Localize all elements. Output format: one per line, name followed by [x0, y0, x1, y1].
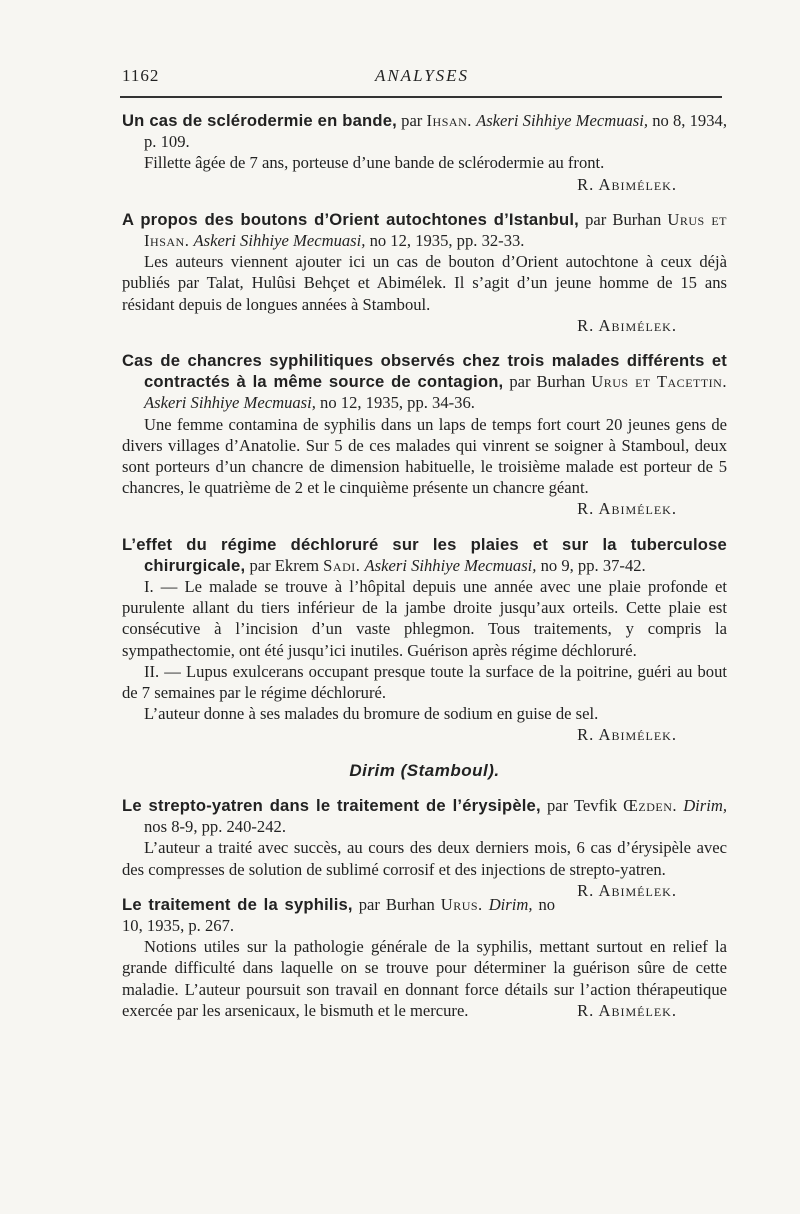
entry-by: par Tevfik	[546, 795, 618, 815]
entry-by: par	[401, 111, 423, 130]
entry-title: Un cas de sclérodermie en bande,	[122, 111, 397, 130]
running-title: ANALYSES	[374, 66, 470, 85]
case-label: II. —	[144, 661, 187, 681]
abstract-entry	[122, 209, 727, 336]
entry-heading	[122, 534, 727, 576]
entry-signature: R. Abimélek.	[577, 725, 677, 745]
entry-journal: Askeri Sihhiye Mecmuasi,	[364, 555, 537, 575]
entry-body: I. — Le malade se trouve à l’hôpital depuis une année avec une plaie profonde et purulente allant du tiers inférieur de la jambe droite jusqu’aux orteils. Cette plaie est consécutive à l’incision d’un vaste phlegmon. Tous traitements, y compris la sympathectomie, ont été jusqu’ici inutiles. Guérison après régime déchloruré.	[122, 577, 727, 660]
header-rule	[120, 96, 722, 98]
entry-authors: Œzden.	[623, 795, 678, 815]
entry-signature: R. Abimélek.	[577, 315, 677, 335]
entry-title: Cas de chancres syphilitiques observés chez trois malades différents et contractés à la même source de contagion,	[122, 351, 727, 392]
entry-by: par Ekrem	[249, 555, 320, 575]
entry-signature: R. Abimélek.	[577, 1000, 677, 1020]
abstract-entry	[122, 534, 727, 746]
entry-by: par Burhan	[509, 372, 586, 392]
entry-title: Le strepto-yatren dans le traitement de l’érysipèle,	[122, 795, 541, 815]
abstract-entry	[122, 795, 727, 900]
entry-body: L’auteur donne à ses malades du bromure de sodium en guise de sel.	[144, 704, 599, 724]
entry-authors: Urus.	[440, 894, 483, 914]
entry-ref: no 9, pp. 37-42.	[540, 555, 646, 575]
entry-journal: Dirim,	[683, 795, 727, 815]
entry-by: par Burhan	[358, 894, 435, 914]
running-head	[122, 66, 722, 88]
entry-signature: R. Abimélek.	[577, 499, 677, 519]
entry-signature: R. Abimélek.	[577, 174, 677, 194]
entry-journal: Askeri Sihhiye Mecmuasi,	[144, 393, 316, 413]
entry-body: L’auteur a traité avec succès, au cours des deux derniers mois, 6 cas d’érysipèle avec des compresses de solution de sublimé corrosif et des injections de strepto-yatren. R. Abimélek.	[122, 838, 727, 900]
content	[122, 110, 727, 1035]
entry-authors: Ihsan.	[426, 111, 472, 130]
abstract-entry	[122, 894, 727, 1021]
entry-heading	[122, 110, 727, 152]
entry-body-case-ii	[122, 661, 727, 703]
entry-ref: no 8, 1934, p. 109.	[144, 111, 727, 152]
entry-signature: R. Abimélek.	[577, 880, 677, 900]
entry-authors: Urus et Tacettin.	[591, 372, 727, 392]
page-number: 1162	[122, 66, 160, 85]
case-ii-text: Lupus exulcerans occupant presque toute la surface de la poitrine, guéri au bout de 7 semaines par le régime déchloruré.	[122, 661, 728, 703]
abstract-entry	[122, 110, 727, 195]
entry-heading	[122, 795, 727, 837]
entry-authors: Urus et Ihsan.	[144, 209, 727, 251]
entry-ref: no 12, 1935, pp. 34-36.	[320, 393, 475, 413]
entry-title: A propos des boutons d’Orient autochtones d’Istanbul,	[122, 209, 579, 229]
entry-title: Le traitement de la syphilis,	[122, 894, 353, 914]
entry-heading	[122, 209, 727, 251]
section-heading: Dirim (Stamboul).	[349, 760, 500, 780]
entry-body: Les auteurs viennent ajouter ici un cas de bouton d’Orient autochtone à ceux déjà publiés par Talat, Hulûsi Behçet et Abimélek. Il s’agit d’un jeune homme de 15 ans résidant depuis de longues années à Stamboul.	[122, 252, 727, 314]
entry-journal: Askeri Sihhiye Mecmuasi,	[476, 111, 649, 130]
entry-title: L’effet du régime déchloruré sur les plaies et sur la tuberculose chirurgicale,	[122, 534, 727, 575]
entry-by: par Burhan	[585, 209, 662, 229]
entry-ref: no 10, 1935, p. 267.	[122, 894, 556, 935]
entry-authors: Sadi.	[323, 555, 361, 575]
entry-body: Notions utiles sur la pathologie générale de la syphilis, mettant surtout en relief la grande difficulté dans laquelle on se trouve pour déterminer la guérison sûre de cette maladie. L’auteur poursuit son travail en donnant force détails sur l’action thérapeutique exercée par les arsenicaux, le bismuth et le mercure. R. Abimélek.	[122, 937, 727, 1020]
entry-heading	[122, 350, 727, 414]
entry-ref: no 12, 1935, pp. 32-33.	[369, 231, 525, 251]
abstract-entry	[122, 350, 727, 520]
entry-ref: nos 8-9, pp. 240-242.	[144, 817, 286, 837]
entry-body: Une femme contamina de syphilis dans un laps de temps fort court 20 jeunes gens de divers villages d’Anatolie. Sur 5 de ces malades qui vinrent se soigner à Stamboul, deux sont porteurs d’un chancre de dimension habituelle, le troisième malade est porteur de 5 chancres, le quatrième de 2 et le cinquième présente un chancre géant.	[122, 414, 727, 498]
entry-body: Fillette âgée de 7 ans, porteuse d’une bande de sclérodermie au front.	[144, 153, 605, 173]
entry-journal: Dirim,	[488, 894, 533, 914]
entry-journal: Askeri Sihhiye Mecmuasi,	[193, 231, 366, 251]
